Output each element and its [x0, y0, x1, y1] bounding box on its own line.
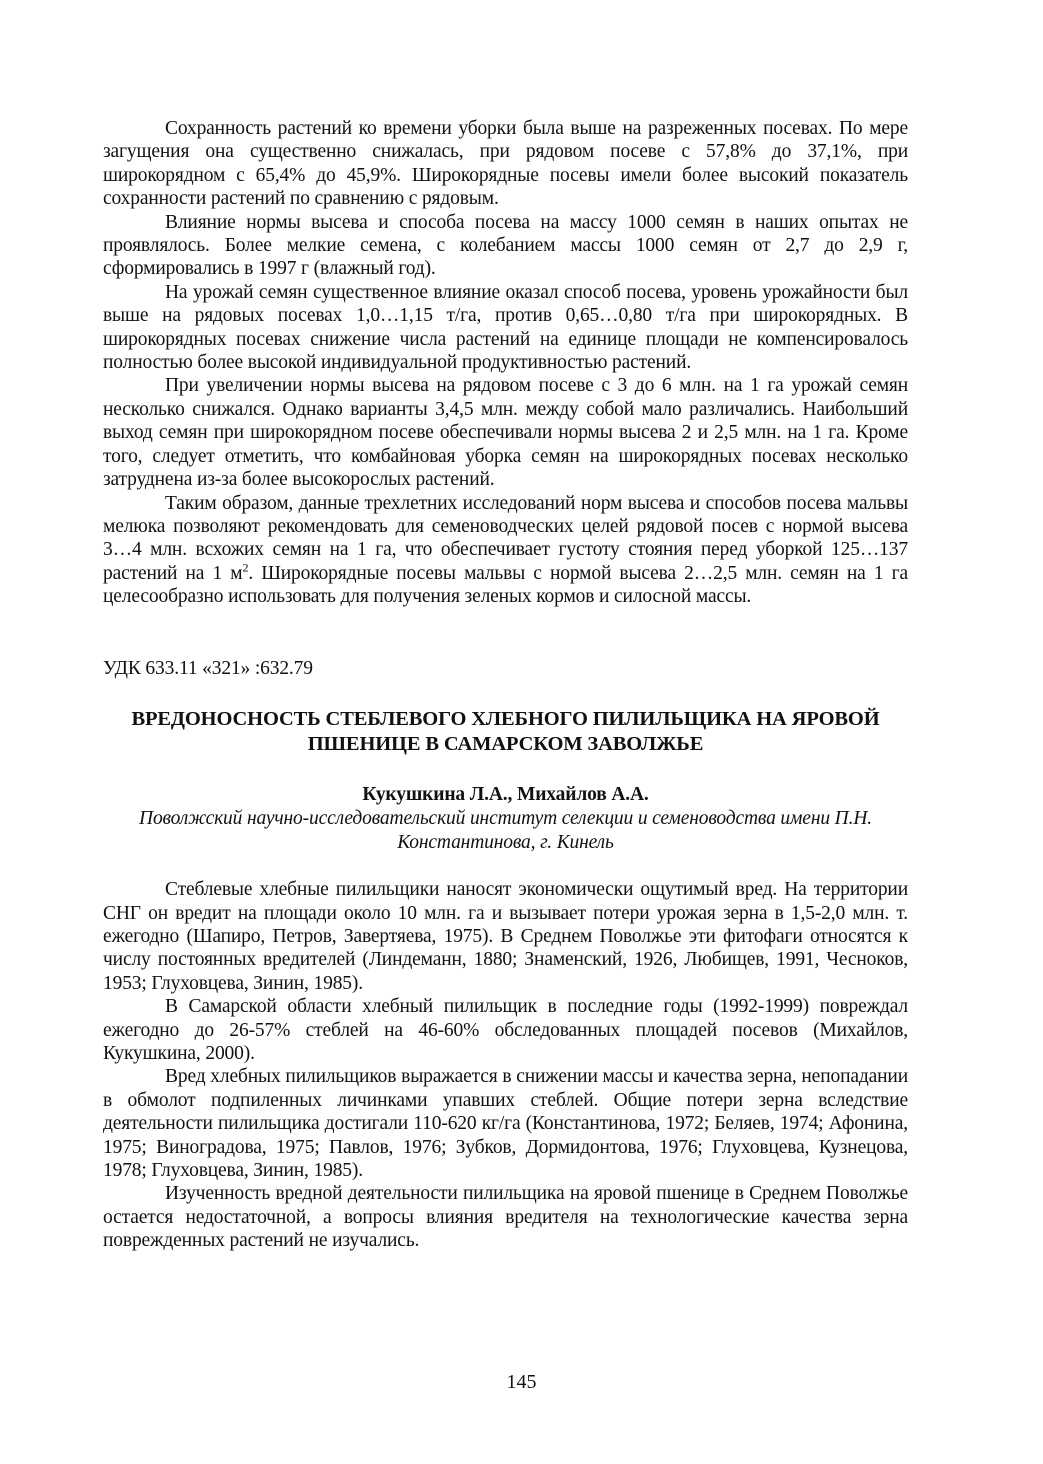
article-authors: Кукушкина Л.А., Михайлов А.А.	[362, 783, 649, 805]
author-affiliation: Поволжский научно-исследовательский институт селекции и семеноводства имени П.Н. Константинова, г. Кинель	[139, 808, 872, 853]
superscript-2: 2	[242, 560, 249, 575]
conclusion-paragraph	[103, 492, 908, 609]
paragraph: Влияние нормы высева и способа посева на массу 1000 семян в наших опытах не проявлялось. Более мелкие семена, с колебанием массы 1000 семян от 2,7 до 2,9 г, сформировались в 1997 г (влажный год).	[103, 211, 908, 280]
page-number: 145	[506, 1371, 537, 1393]
udk-code: УДК 633.11 «321» :632.79	[103, 657, 313, 679]
paragraph: В Самарской области хлебный пилильщик в последние годы (1992-1999) повреждал ежегодно до 26-57% стеблей на 46-60% обследованных площадей посевов (Михайлов, Кукушкина, 2000).	[103, 996, 908, 1064]
paragraph: При увеличении нормы высева на рядовом посеве с 3 до 6 млн. на 1 га урожай семян несколько снижался. Однако варианты 3,4,5 млн. между собой мало различались. Наибольший выход семян при широкорядном посеве обеспечивали нормы высева 2 и 2,5 млн. на 1 га. Кроме того, следует отметить, что комбайновая уборка семян на широкорядных посевах несколько затруднена из-за более высокорослых растений.	[103, 375, 908, 491]
conclusion-text-part-2: . Широкорядные посевы мальвы с нормой высева 2…2,5 млн. семян на 1 га целесообразно использовать для получения зеленых кормов и силосной массы.	[103, 562, 908, 608]
article-1-body	[103, 117, 908, 609]
paragraph: Сохранность растений ко времени уборки была выше на разреженных посевах. По мере загущения она существенно снижалась, при рядовом посеве с 57,8% до 37,1%, при широкорядном с 65,4% до 45,9%. Широкорядные посевы имели более высокий показатель сохранности растений по сравнению с рядовым.	[103, 118, 908, 210]
paragraph: Изученность вредной деятельности пилильщика на яровой пшенице в Среднем Поволжье остается недостаточной, а вопросы влияния вредителя на технологические качества зерна поврежденных растений не изучались.	[103, 1183, 908, 1252]
article-title: ВРЕДОНОСНОСТЬ СТЕБЛЕВОГО ХЛЕБНОГО ПИЛИЛЬЩИКА НА ЯРОВОЙ ПШЕНИЦЕ В САМАРСКОМ ЗАВОЛЖЬЕ	[131, 707, 880, 755]
paragraph: На урожай семян существенное влияние оказал способ посева, уровень урожайности был выше на рядовых посевах 1,0…1,15 т/га, против 0,65…0,80 т/га при широкорядных. В широкорядных посевах снижение числа растений на единице площади не компенсировалось полностью более высокой индивидуальной продуктивностью растений.	[103, 281, 908, 374]
paragraph: Вред хлебных пилильщиков выражается в снижении массы и качества зерна, непопадании в обмолот подпиленных личинками упавших стеблей. Общие потери зерна вследствие деятельности пилильщика достигали 110-620 кг/га (Константинова, 1972; Беляев, 1974; Афонина, 1975; Виноградова, 1975; Павлов, 1976; Зубков, Дормидонтова, 1976; Глуховцева, Кузнецова, 1978; Глуховцева, Зинин, 1985).	[103, 1066, 908, 1182]
paragraph: Стеблевые хлебные пилильщики наносят экономически ощутимый вред. На территории СНГ он вредит на площади около 10 млн. га и вызывает потери урожая зерна в 1,5-2,0 млн. т. ежегодно (Шапиро, Петров, Завертяева, 1975). В Среднем Поволжье эти фитофаги относятся к числу постоянных вредителей (Линдеманн, 1880; Знаменский, 1926, Любищев, 1991, Чесноков, 1953; Глуховцева, Зинин, 1985).	[103, 879, 908, 994]
article-2-body	[103, 878, 908, 1253]
document-page	[103, 117, 908, 1253]
conclusion-text-part-1: Таким образом, данные трехлетних исследований норм высева и способов посева мальвы мелюка позволяют рекомендовать для семеноводческих целей рядовой посев с нормой высева 3…4 млн. всхожих семян на 1 га, что обеспечивает густоту стояния перед уборкой 125…137 растений на 1 м	[103, 492, 908, 584]
